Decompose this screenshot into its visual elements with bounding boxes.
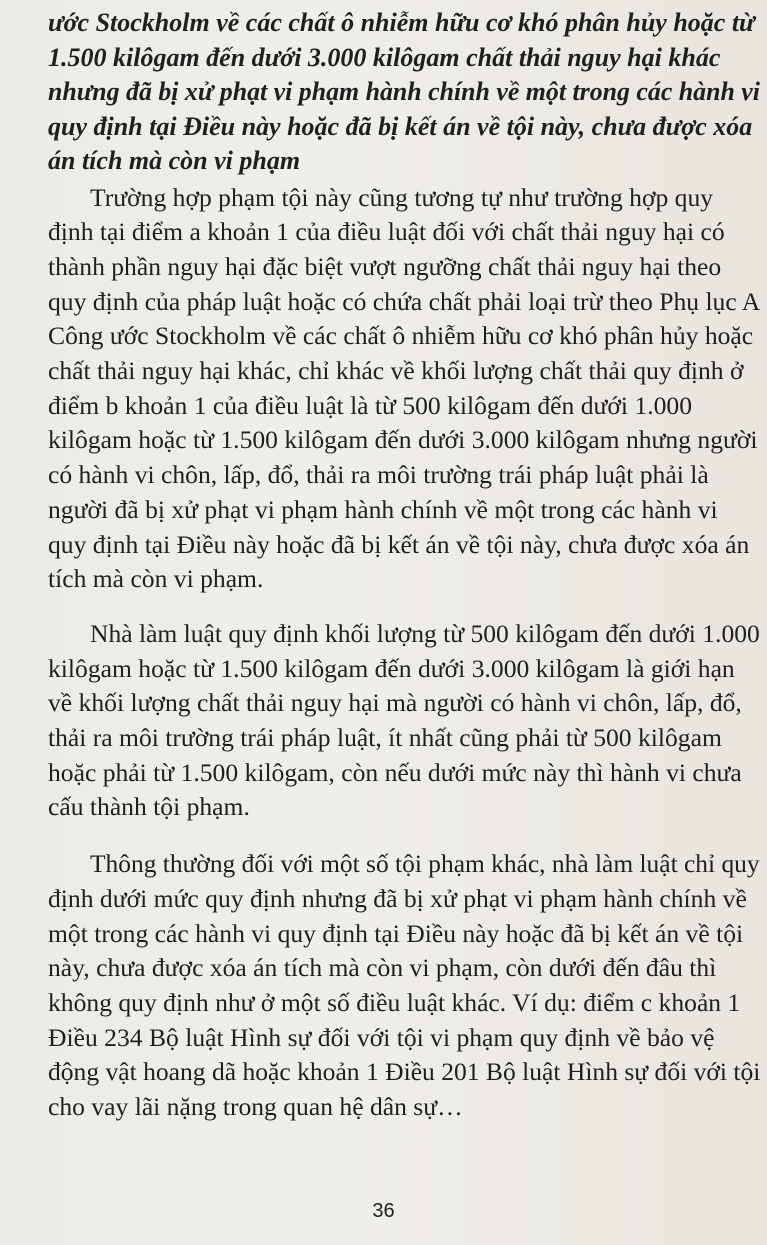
heading-line: ước Stockholm về các chất ô nhiễm hữu cơ khó phân hủy hoặc từ: [48, 8, 755, 37]
paragraph-line: Trường hợp phạm tội này cũng tương tự như trường hợp quy: [90, 182, 714, 212]
section-heading: [48, 0, 760, 179]
paragraph-line: thải ra môi trường trái pháp luật, ít nhất cũng phải từ 500 kilôgam: [48, 723, 722, 753]
paragraph-line: điểm b khoản 1 của điều luật là từ 500 kilôgam đến dưới 1.000: [48, 390, 693, 420]
paragraph-line: kilôgam hoặc từ 1.500 kilôgam đến dưới 3.000 kilôgam là giới hạn: [48, 653, 735, 683]
paragraph-line: về khối lượng chất thải nguy hại mà người có hành vi chôn, lấp, đổ,: [48, 688, 742, 718]
paragraph-line: Điều 234 Bộ luật Hình sự đối với tội vi phạm quy định về bảo vệ: [48, 1022, 715, 1052]
paragraph-line: một trong các hành vi quy định tại Điều này hoặc đã bị kết án về tội: [48, 918, 744, 948]
page-number: 36: [372, 1200, 395, 1222]
paragraph-3: [48, 847, 760, 1125]
paragraph-line: có hành vi chôn, lấp, đổ, thải ra môi trường trái pháp luật phải là: [48, 460, 709, 490]
paragraph-line: động vật hoang dã hoặc khoản 1 Điều 201 Bộ luật Hình sự đối với tội: [48, 1057, 761, 1087]
paragraph-line: cấu thành tội phạm.: [48, 792, 250, 822]
paragraph-2: [48, 617, 760, 825]
paragraph-line: không quy định như ở một số điều luật khác. Ví dụ: điểm c khoản 1: [48, 987, 741, 1017]
paragraph-line: Công ước Stockholm về các chất ô nhiễm hữu cơ khó phân hủy hoặc: [48, 321, 754, 351]
heading-line: quy định tại Điều này hoặc đã bị kết án về tội này, chưa được xóa: [48, 111, 753, 141]
paragraph-line: định dưới mức quy định nhưng đã bị xử phạt vi phạm hành chính về: [48, 883, 747, 913]
paragraph-line: cho vay lãi nặng trong quan hệ dân sự…: [48, 1092, 463, 1122]
paragraph-line: Nhà làm luật quy định khối lượng từ 500 kilôgam đến dưới 1.000: [90, 618, 760, 648]
paragraph-line: Thông thường đối với một số tội phạm khác, nhà làm luật chỉ quy: [90, 849, 760, 879]
paragraph-line: kilôgam hoặc từ 1.500 kilôgam đến dưới 3.000 kilôgam nhưng người: [48, 425, 758, 455]
heading-line: 1.500 kilôgam đến dưới 3.000 kilôgam chất thải nguy hại khác: [48, 42, 721, 72]
paragraph-line: tích mà còn vi phạm.: [48, 564, 264, 594]
paragraph-line: hoặc phải từ 1.500 kilôgam, còn nếu dưới mức này thì hành vi chưa: [48, 757, 742, 787]
paragraph-line: người đã bị xử phạt vi phạm hành chính về một trong các hành vi: [48, 494, 718, 524]
heading-line: nhưng đã bị xử phạt vi phạm hành chính về một trong các hành vi: [48, 77, 760, 106]
paragraph-line: thành phần nguy hại đặc biệt vượt ngưỡng chất thải nguy hại theo: [48, 251, 722, 281]
paragraph-line: quy định của pháp luật hoặc có chứa chất phải loại trừ theo Phụ lục A: [48, 286, 761, 316]
paragraph-1: [48, 181, 760, 597]
heading-line: án tích mà còn vi phạm: [48, 146, 301, 175]
paragraph-line: chất thải nguy hại khác, chỉ khác về khối lượng chất thải quy định ở: [48, 356, 744, 386]
paragraph-line: quy định tại Điều này hoặc đã bị kết án về tội này, chưa được xóa án: [48, 529, 750, 559]
paragraph-line: này, chưa được xóa án tích mà còn vi phạm, còn dưới đến đâu thì: [48, 953, 717, 983]
page-content: [48, 0, 760, 1125]
paragraph-line: định tại điểm a khoản 1 của điều luật đối với chất thải nguy hại có: [48, 217, 725, 247]
